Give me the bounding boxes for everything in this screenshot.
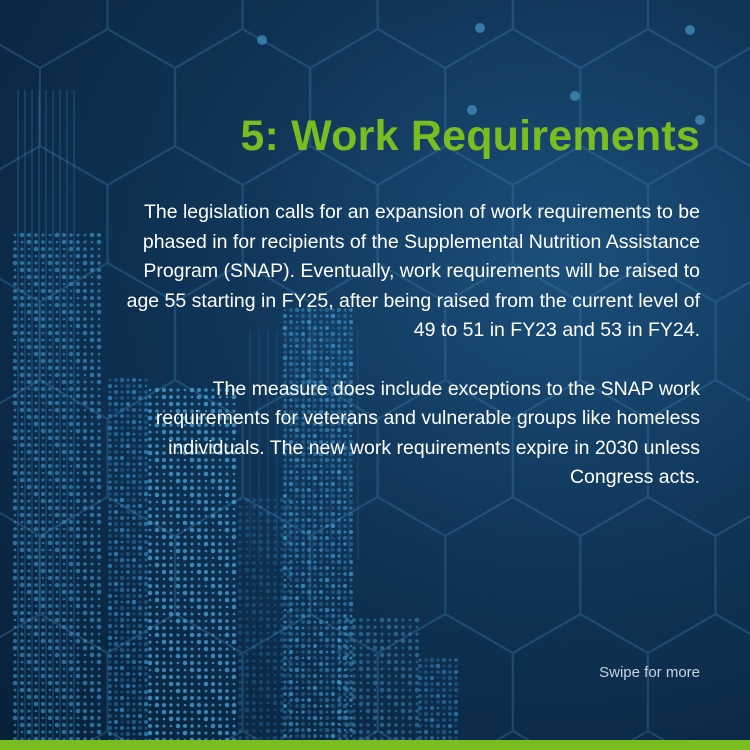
slide-body: [120, 198, 700, 522]
slide-title: 5: Work Requirements: [240, 112, 700, 160]
network-nodes: [257, 23, 705, 125]
paragraph-1: The legislation calls for an expansion of work requirements to be phased in for recipients of the Supplemental Nutrition Assistance Program (SNAP). Eventually, work requirements will be raised to age 55 starting in FY25, after being raised from the current level of 49 to 51 in FY23 and 53 in FY24.: [126, 201, 700, 341]
accent-bar: [0, 740, 750, 750]
paragraph-2: The measure does include exceptions to the SNAP work requirements for veterans and vulnerable groups like homeless individuals. The new work requirements expire in 2030 unless Congress acts.: [155, 377, 700, 488]
swipe-hint: Swipe for more: [599, 664, 700, 681]
